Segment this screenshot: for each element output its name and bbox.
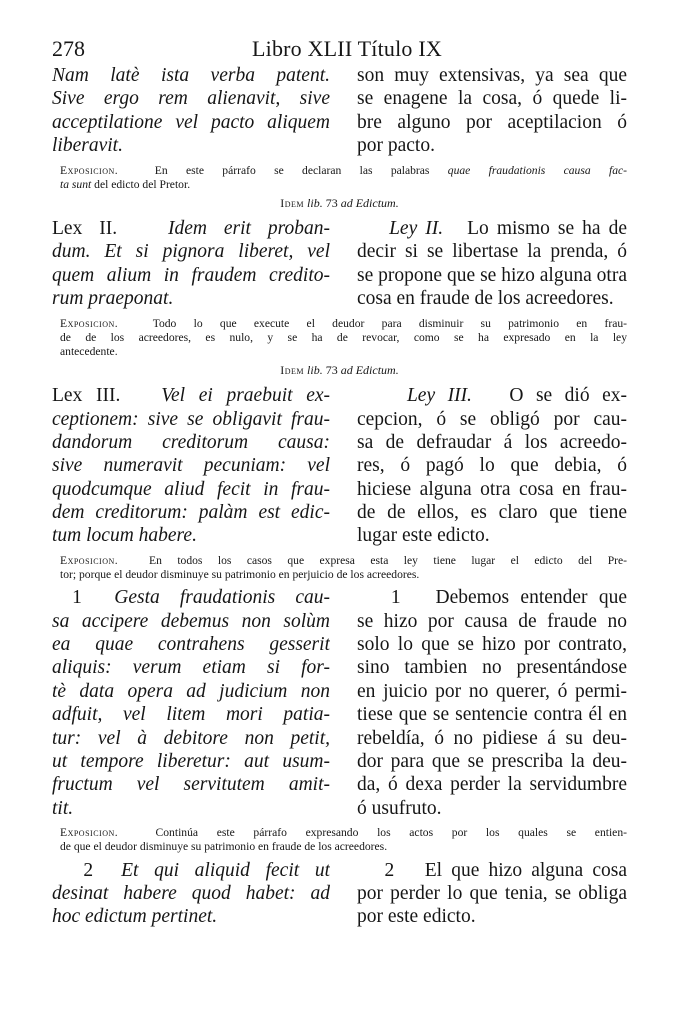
latin-column: 1 Gesta fraudationis cau- sa accipere debemus non solùm ea quae contrahens gesserit aliquis: verum etiam si for- tè data opera ad judicium non adfuit, vel litem mori patia- tur: vel à debitore non petit, ut tempore liberetur: aut usum- fructum vel servitutem amit- tit. xyxy=(52,587,330,819)
section-number: 1 xyxy=(72,587,82,609)
note-text: ta sunt xyxy=(60,177,92,191)
spanish-column: Ley III. O se dió ex- cepcion, ó se obligó por cau- sa de defraudar á los acreedo- res, ó pagó lo que debia, ó hiciese alguna otra cosa en frau- de de ellos, es claro que tiene lugar este edicto. xyxy=(357,385,627,547)
spanish-line: bre alguno por aceptilacion ó xyxy=(357,111,627,133)
spanish-line: se enagene la cosa, ó quede li- xyxy=(357,88,627,110)
exposicion-note: Exposicion. Continúa este párrafo expresando los actos por los quales se entien- de que el deudor disminuye su patrimonio en fraude de los acreedores. xyxy=(60,826,627,854)
section-number: 2 xyxy=(83,859,94,881)
exposicion-note: Exposicion. En todos los casos que expresa esta ley tiene lugar el edicto del Pre- tor; porque el deudor disminuye su patrimonio en perjuicio de los acreedores. xyxy=(60,553,628,582)
spanish-column xyxy=(357,64,627,158)
latin-column: Lex II. Idem erit proban- dum. Et si pignora liberet, vel quem alium in fraudem credito- rum praeponat. xyxy=(52,217,330,310)
spanish-column: Ley II. Lo mismo se ha de decir si se libertase la prenda, ó se propone que se hizo alguna otra cosa en fraude de los acreedores. xyxy=(357,217,627,310)
page xyxy=(52,30,627,929)
latin-column xyxy=(52,64,330,158)
note-text: quae fraudationis causa fac- xyxy=(447,163,627,177)
lex-heading: Lex II. xyxy=(52,217,118,239)
section-2 xyxy=(52,859,627,929)
lex-2 xyxy=(52,217,627,311)
note-text: del edicto del Pretor. xyxy=(91,177,191,191)
page-header xyxy=(52,30,627,64)
source-reference: Idem lib. 73 ad Edictum. xyxy=(280,195,399,210)
ley-heading: Ley II. xyxy=(389,217,444,239)
latin-column: Lex III. Vel ei praebuit ex- ceptionem: sive se obligavit frau- dandorum creditorum causa: sive numeravit pecuniam: vel quodcumque aliud fecit in frau- dem creditorum: palàm est edic- tum locum habere. xyxy=(52,385,330,547)
source-reference: Idem lib. 73 ad Edictum. xyxy=(280,363,399,378)
spanish-column: 2 El que hizo alguna cosa por perder lo que tenia, se obliga por este edicto. xyxy=(357,859,627,928)
page-number: 278 xyxy=(52,36,85,61)
spanish-line: son muy extensivas, ya sea que xyxy=(357,65,627,86)
spanish-line: por pacto. xyxy=(357,135,435,157)
block-continuation xyxy=(52,64,627,158)
ley-heading: Ley III. xyxy=(406,385,472,407)
exposicion-label: Exposicion. xyxy=(60,163,119,177)
latin-line: liberavit. xyxy=(52,135,123,157)
lex-3 xyxy=(52,384,627,548)
spanish-column: 1 Debemos entender que se hizo por causa de fraude no solo lo que se hizo por contrato, sino tambien no presentándose en juicio por no querer, ó permi- tiese que se sentencie contra él en rebeldía, ó no pidiese á su deu- dor para que se prescriba la deu- da, ó dexa perder la servidumbre ó usufruto. xyxy=(357,587,627,819)
latin-column: 2 Et qui aliquid fecit ut desinat habere quod habet: ad hoc edictum pertinet. xyxy=(52,859,330,928)
latin-line: Sive ergo rem alienavit, sive xyxy=(52,88,330,110)
section-number: 2 xyxy=(384,859,395,881)
latin-line: Nam latè ista verba patent. xyxy=(52,65,330,86)
exposicion-note xyxy=(60,164,627,192)
latin-line: acceptilatione vel pacto aliquem xyxy=(52,111,330,133)
section-1 xyxy=(52,586,627,820)
page-title: Libro XLII Título IX xyxy=(252,36,442,61)
section-number: 1 xyxy=(390,587,401,609)
lex-heading: Lex III. xyxy=(52,385,121,407)
note-text: En este párrafo se declaran las palabras xyxy=(154,163,430,177)
exposicion-note: Exposicion. Todo lo que execute el deudor para disminuir su patrimonio en frau- de de los acreedores, es nulo, y se ha de revocar, como se ha expresado en la ley antecedente. xyxy=(60,316,628,358)
